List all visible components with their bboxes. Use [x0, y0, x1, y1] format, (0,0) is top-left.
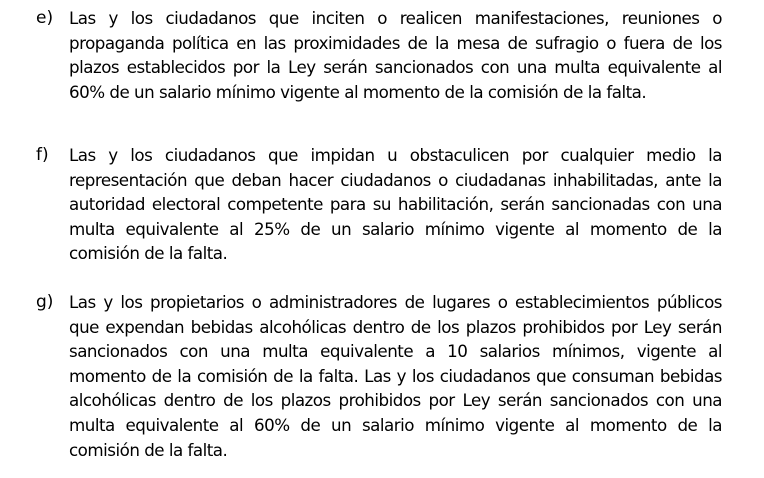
clause-letter: e) — [36, 8, 54, 28]
clause-text: Las y los propietarios o administradores de lugares o establecimientos públicos que expendan bebidas alcohólicas dentro de los plazos prohibidos por Ley serán sancionados con una multa equivalente a 10 salarios mínimos, vigente al momento de la comisión de la falta. Las y los ciudadanos que consuman bebidas alcohólicas dentro de los plazos prohibidos por Ley serán sancionados con una multa equivalente al 60% de un salario mínimo vigente al momento de la comisión de la falta. — [69, 292, 722, 460]
clause-letter: f) — [36, 145, 49, 165]
clause-letter: g) — [36, 292, 54, 312]
clause-text: Las y los ciudadanos que impidan u obstaculicen por cualquier medio la representación que deban hacer ciudadanos o ciudadanas inhabilitadas, ante la autoridad electoral competente para su habilitación, serán sancionadas con una multa equivalente al 25% de un salario mínimo vigente al momento de la comisión de la falta. — [69, 145, 722, 264]
clause-text: Las y los ciudadanos que inciten o realicen manifestaciones, reuniones o propaganda política en las proximidades de la mesa de sufragio o fuera de los plazos establecidos por la Ley serán sancionados con una multa equivalente al 60% de un salario mínimo vigente al momento de la comisión de la falta. — [69, 8, 722, 102]
